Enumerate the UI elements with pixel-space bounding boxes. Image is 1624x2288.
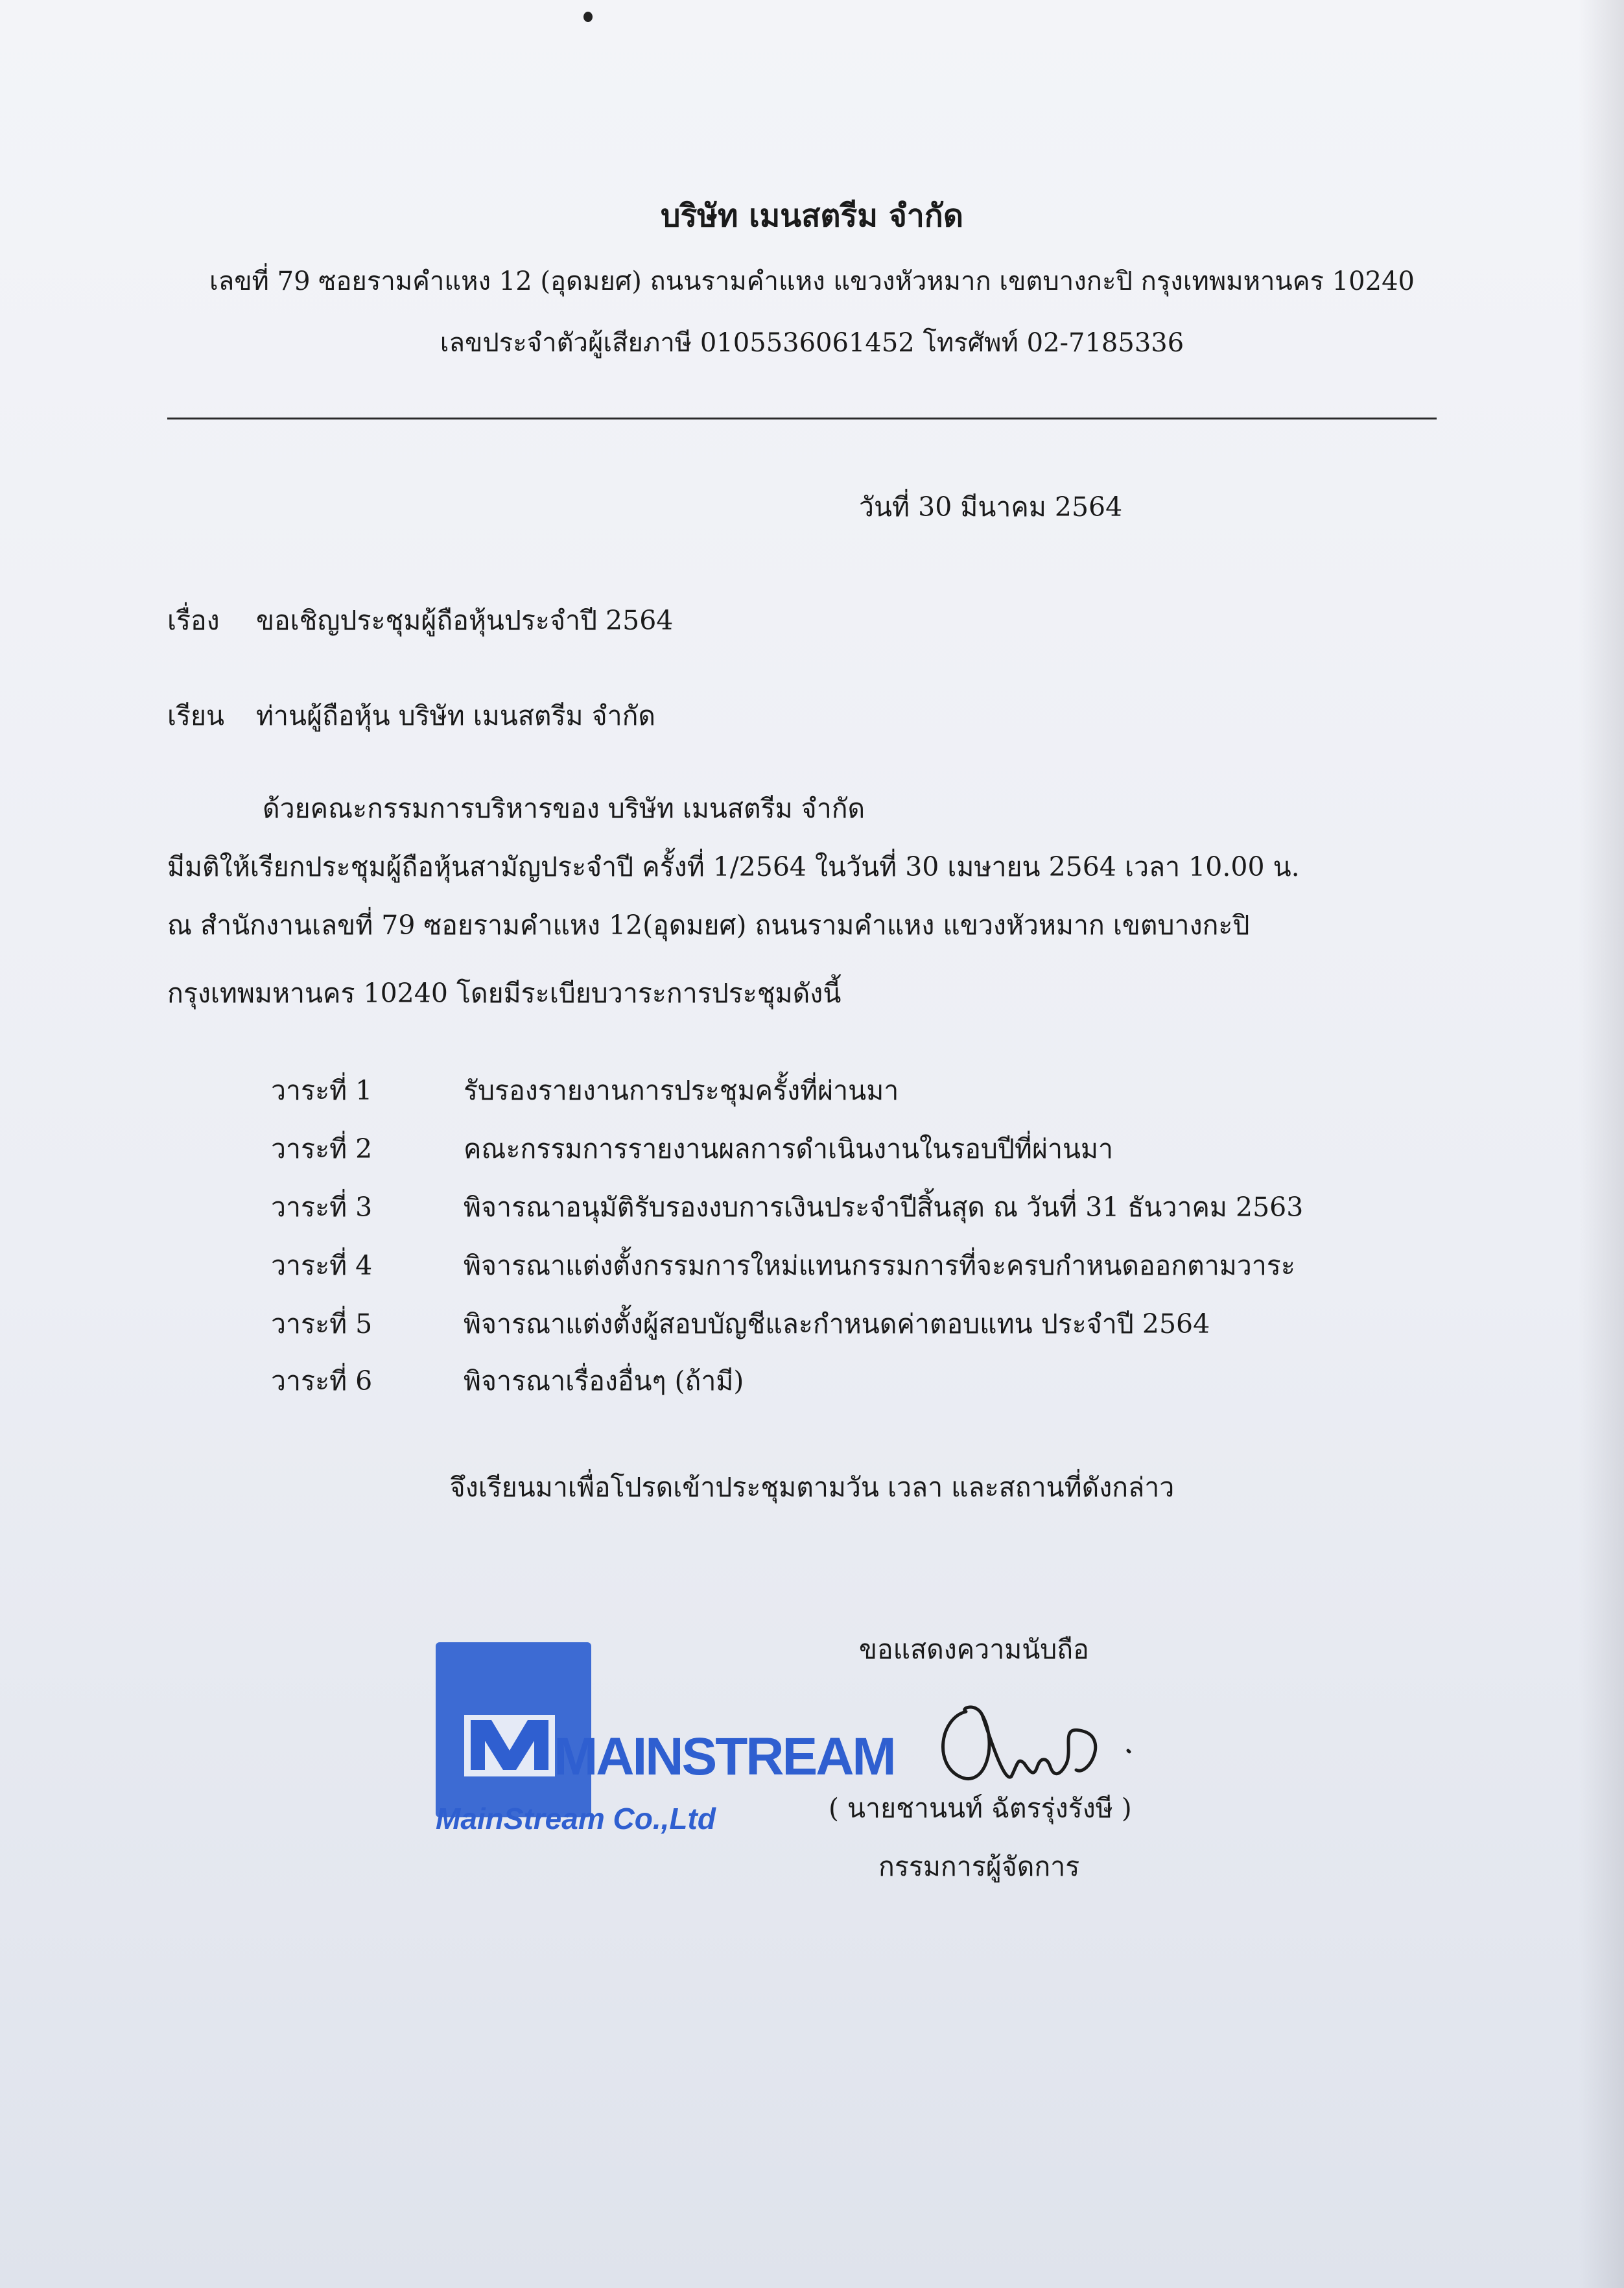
- body-line: มีมติให้เรียกประชุมผู้ถือหุ้นสามัญประจำปี ครั้งที่ 1/2564 ในวันที่ 30 เมษายน 2564 เวลา 10.00 น.: [167, 851, 1300, 882]
- addressee-label: เรียน: [167, 700, 225, 731]
- paper-speck: [583, 12, 593, 22]
- stamp-brand: MAINSTREAM: [554, 1727, 895, 1786]
- agenda-item: [0, 1128, 1624, 1186]
- closing-line: จึงเรียนมาเพื่อโปรดเข้าประชุมตามวัน เวลา และสถานที่ดังกล่าว: [449, 1472, 1175, 1503]
- agenda-item: [0, 1186, 1624, 1245]
- agenda-item: [0, 1360, 1624, 1419]
- regards-line: ขอแสดงความนับถือ: [859, 1634, 1089, 1665]
- agenda-number: วาระที่ 2: [271, 1133, 373, 1164]
- agenda-item: [0, 1245, 1624, 1303]
- agenda-text: รับรองรายงานการประชุมครั้งที่ผ่านมา: [464, 1075, 899, 1106]
- agenda-number: วาระที่ 6: [271, 1365, 373, 1397]
- subject-label: เรื่อง: [167, 605, 220, 636]
- signer-name: ( นายชานนท์ ฉัตรรุ่งรังษี ): [829, 1793, 1132, 1824]
- agenda-item: [0, 1070, 1624, 1128]
- agenda-number: วาระที่ 4: [271, 1250, 373, 1281]
- letterhead-divider: [167, 418, 1437, 419]
- addressee-value: ท่านผู้ถือหุ้น บริษัท เมนสตรีม จำกัด: [256, 700, 656, 731]
- agenda-item: [0, 1303, 1624, 1362]
- subject-value: ขอเชิญประชุมผู้ถือหุ้นประจำปี 2564: [256, 605, 674, 636]
- body-line: ด้วยคณะกรรมการบริหารของ บริษัท เมนสตรีม จำกัด: [263, 793, 865, 824]
- stamp-subtitle: MainStream Co.,Ltd: [436, 1802, 716, 1835]
- agenda-text: พิจารณาอนุมัติรับรองงบการเงินประจำปีสิ้นสุด ณ วันที่ 31 ธันวาคม 2563: [464, 1192, 1304, 1223]
- agenda-text: คณะกรรมการรายงานผลการดำเนินงานในรอบปีที่ผ่านมา: [464, 1133, 1114, 1164]
- company-name: บริษัท เมนสตรีม จำกัด: [660, 198, 963, 234]
- agenda-number: วาระที่ 5: [271, 1308, 373, 1339]
- signature-icon: [921, 1686, 1141, 1809]
- signer-title: กรรมการผู้จัดการ: [878, 1851, 1080, 1882]
- agenda-text: พิจารณาแต่งตั้งกรรมการใหม่แทนกรรมการที่จะครบกำหนดออกตามวาระ: [464, 1250, 1295, 1281]
- company-address: เลขที่ 79 ซอยรามคำแหง 12 (อุดมยศ) ถนนรามคำแหง แขวงหัวหมาก เขตบางกะปิ กรุงเทพมหานคร 10240: [209, 266, 1415, 296]
- company-tax-phone: เลขประจำตัวผู้เสียภาษี 0105536061452 โทรศัพท์ 02-7185336: [440, 328, 1184, 358]
- body-line: กรุงเทพมหานคร 10240 โดยมีระเบียบวาระการประชุมดังนี้: [167, 978, 841, 1009]
- letter-date: วันที่ 30 มีนาคม 2564: [859, 491, 1123, 523]
- agenda-number: วาระที่ 1: [271, 1075, 373, 1106]
- agenda-text: พิจารณาเรื่องอื่นๆ (ถ้ามี): [464, 1365, 744, 1397]
- company-stamp: [433, 1637, 895, 1845]
- body-line: ณ สำนักงานเลขที่ 79 ซอยรามคำแหง 12(อุดมยศ) ถนนรามคำแหง แขวงหัวหมาก เขตบางกะปิ: [167, 910, 1250, 941]
- agenda-number: วาระที่ 3: [271, 1192, 373, 1223]
- agenda-text: พิจารณาแต่งตั้งผู้สอบบัญชีและกำหนดค่าตอบแทน ประจำปี 2564: [464, 1308, 1210, 1339]
